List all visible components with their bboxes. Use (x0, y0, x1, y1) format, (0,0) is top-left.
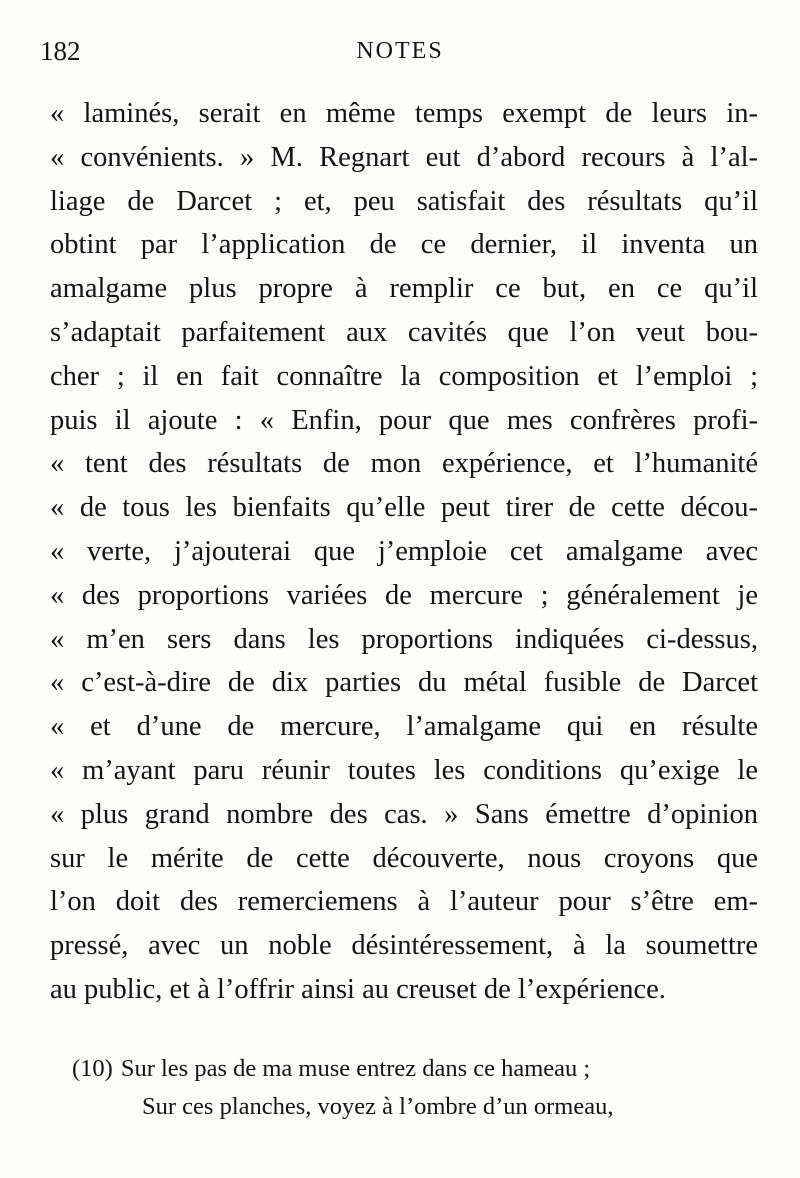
text-line: « tent des résultats de mon expérience, et l’humanité (50, 448, 758, 480)
page-header (40, 36, 760, 76)
text-line: obtint par l’application de ce dernier, il inventa un (50, 229, 758, 261)
footnote (72, 1050, 712, 1126)
text-line: amalgame plus propre à remplir ce but, en ce qu’il (50, 273, 758, 305)
text-line: cher ; il en fait connaître la composition et l’emploi ; (50, 360, 758, 392)
body-text (50, 92, 758, 1012)
text-line: « verte, j’ajouterai que j’emploie cet amalgame avec (50, 535, 758, 567)
footnote-text: Sur les pas de ma muse entrez dans ce hameau ; (120, 1055, 591, 1082)
text-line: « c’est-à-dire de dix parties du métal fusible de Darcet (50, 667, 758, 699)
text-line: « des proportions variées de mercure ; généralement je (50, 579, 758, 611)
text-line: sur le mérite de cette découverte, nous croyons que (50, 842, 758, 874)
footnote-number: (10) (72, 1055, 113, 1082)
text-line: puis il ajoute : « Enfin, pour que mes confrères profi- (50, 404, 758, 436)
footnote-line: Sur ces planches, voyez à l’ombre d’un ormeau, (142, 1093, 614, 1120)
text-line: « plus grand nombre des cas. » Sans émettre d’opinion (50, 798, 758, 830)
text-line: « m’ayant paru réunir toutes les conditions qu’exige le (50, 754, 758, 786)
text-line: « m’en sers dans les proportions indiquées ci-dessus, (50, 623, 758, 655)
running-head: NOTES (356, 38, 444, 64)
text-line: pressé, avec un noble désintéressement, à la soumettre (50, 930, 758, 962)
text-line: « de tous les bienfaits qu’elle peut tirer de cette décou- (50, 492, 758, 524)
text-line: s’adaptait parfaitement aux cavités que l’on veut bou- (50, 316, 758, 348)
text-line: liage de Darcet ; et, peu satisfait des résultats qu’il (50, 185, 758, 217)
text-line: au public, et à l’offrir ainsi au creuset de l’expérience. (50, 973, 666, 1005)
text-line: l’on doit des remerciemens à l’auteur pour s’être em- (50, 886, 758, 918)
text-line: « laminés, serait en même temps exempt de leurs in- (50, 98, 758, 129)
footnote-line (72, 1050, 712, 1088)
text-line: « et d’une de mercure, l’amalgame qui en résulte (50, 711, 758, 743)
page-number: 182 (40, 36, 81, 66)
text-line: « convénients. » M. Regnart eut d’abord recours à l’al- (50, 141, 758, 173)
